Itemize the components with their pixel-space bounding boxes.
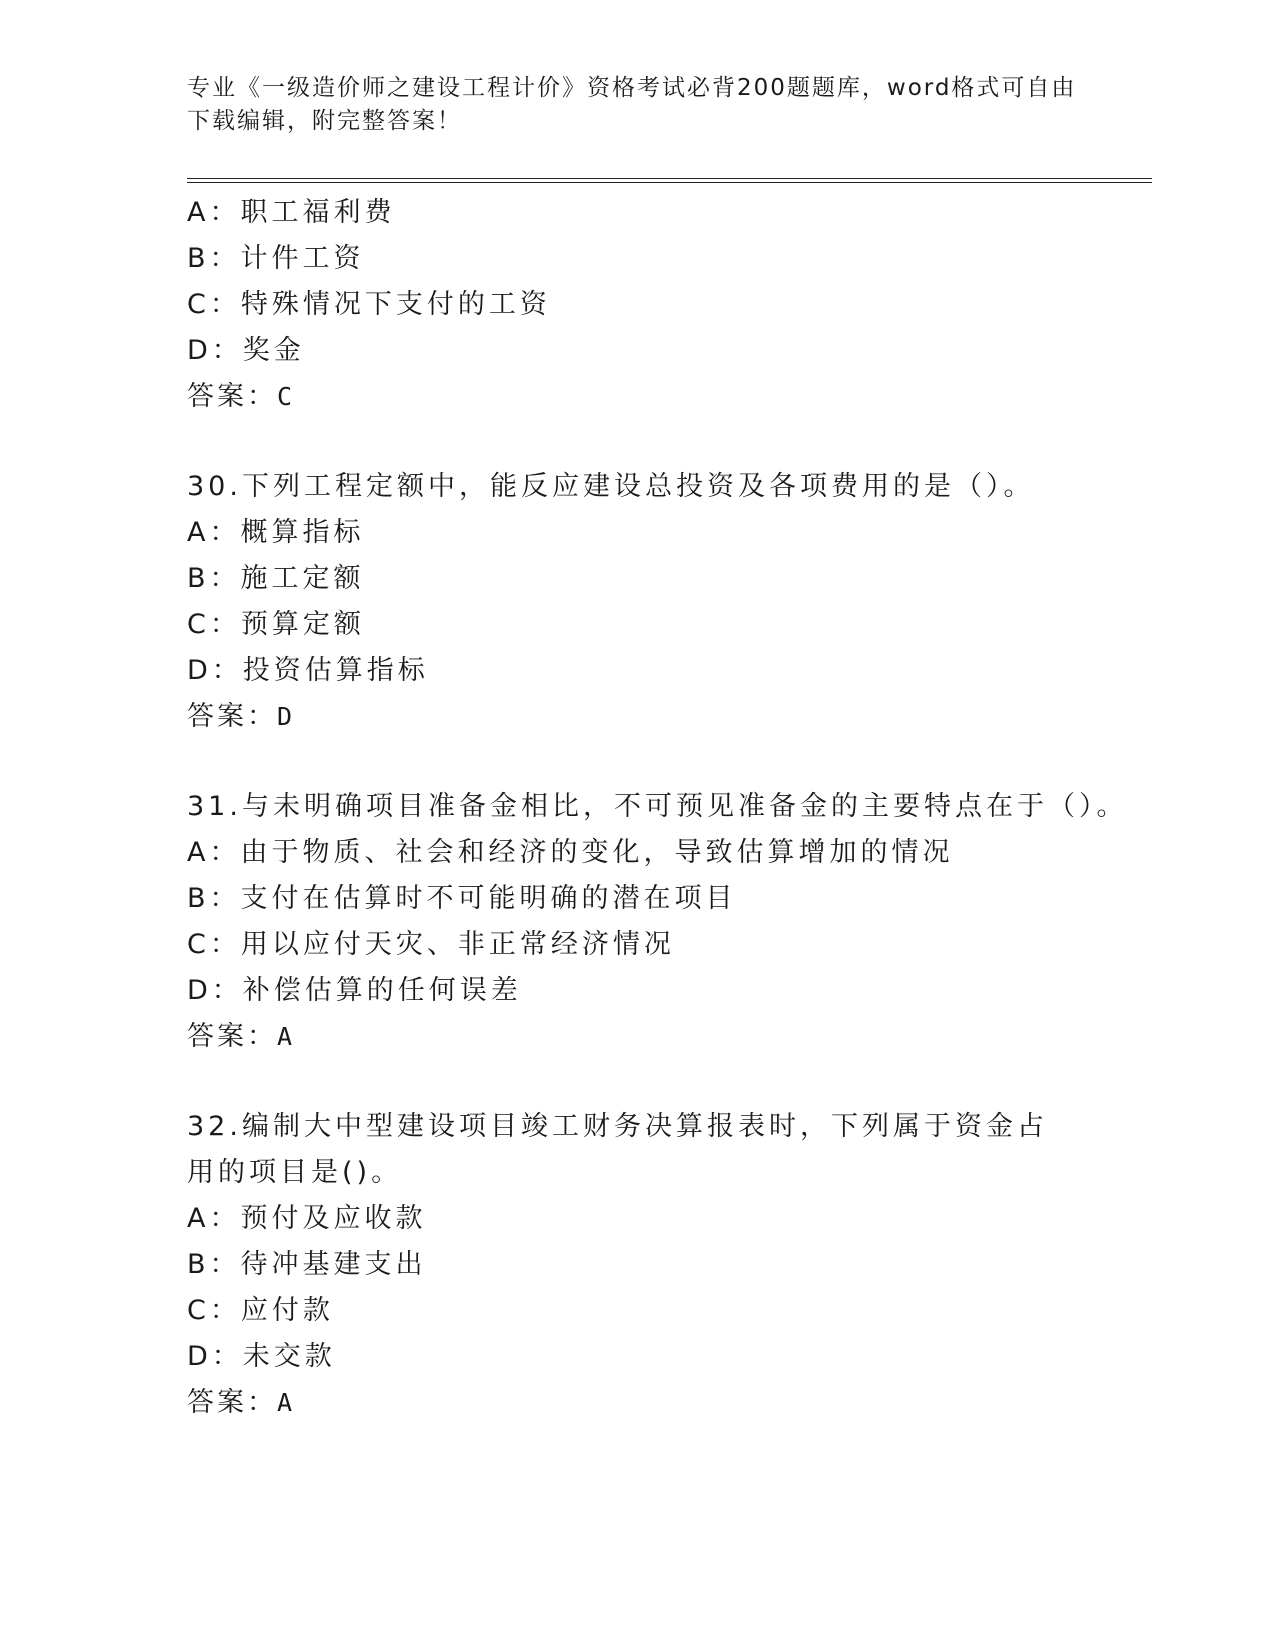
question-list	[187, 190, 1128, 1426]
answer-line	[187, 1014, 1087, 1060]
option-c: C：特殊情况下支付的工资	[187, 289, 551, 320]
question-text: 30.下列工程定额中，能反应建设总投资及各项费用的是（）。	[187, 471, 1035, 502]
option-b: B：施工定额	[187, 563, 365, 594]
option-d: D：奖金	[187, 335, 305, 366]
answer-label: 答案：	[187, 1387, 277, 1418]
answer-value: D	[277, 702, 296, 731]
question-32	[187, 1104, 1087, 1426]
option-a: A：概算指标	[187, 517, 365, 548]
option-d: D：未交款	[187, 1341, 336, 1372]
answer-label: 答案：	[187, 701, 277, 732]
header-divider-bottom	[187, 182, 1152, 183]
header-line-1: 专业《一级造价师之建设工程计价》资格考试必背200题题库，word格式可自由	[187, 75, 1077, 101]
option-d: D：投资估算指标	[187, 655, 429, 686]
answer-line	[187, 374, 1087, 420]
question-text: 31.与未明确项目准备金相比，不可预见准备金的主要特点在于（）。	[187, 791, 1128, 822]
question-29	[187, 190, 1087, 420]
option-c: C：预算定额	[187, 609, 365, 640]
answer-label: 答案：	[187, 1021, 277, 1052]
answer-label: 答案：	[187, 381, 277, 412]
answer-line	[187, 694, 1087, 740]
option-b: B：支付在估算时不可能明确的潜在项目	[187, 883, 737, 914]
option-c: C：用以应付天灾、非正常经济情况	[187, 929, 675, 960]
question-30	[187, 464, 1087, 740]
question-31	[187, 784, 1128, 1060]
option-d: D：补偿估算的任何误差	[187, 975, 522, 1006]
answer-value: A	[277, 1022, 296, 1051]
option-b: B：计件工资	[187, 243, 365, 274]
option-a: A：预付及应收款	[187, 1203, 427, 1234]
answer-value: A	[277, 1388, 296, 1417]
option-c: C：应付款	[187, 1295, 334, 1326]
question-text: 32.编制大中型建设项目竣工财务决算报表时，下列属于资金占用的项目是()。	[187, 1111, 1048, 1188]
answer-line	[187, 1380, 1087, 1426]
document-header	[187, 72, 1087, 138]
option-a: A：由于物质、社会和经济的变化，导致估算增加的情况	[187, 837, 954, 868]
header-divider-top	[187, 178, 1152, 179]
option-a: A：职工福利费	[187, 197, 396, 228]
header-line-2: 下载编辑，附完整答案！	[187, 108, 462, 134]
answer-value: C	[277, 382, 296, 411]
option-b: B：待冲基建支出	[187, 1249, 427, 1280]
